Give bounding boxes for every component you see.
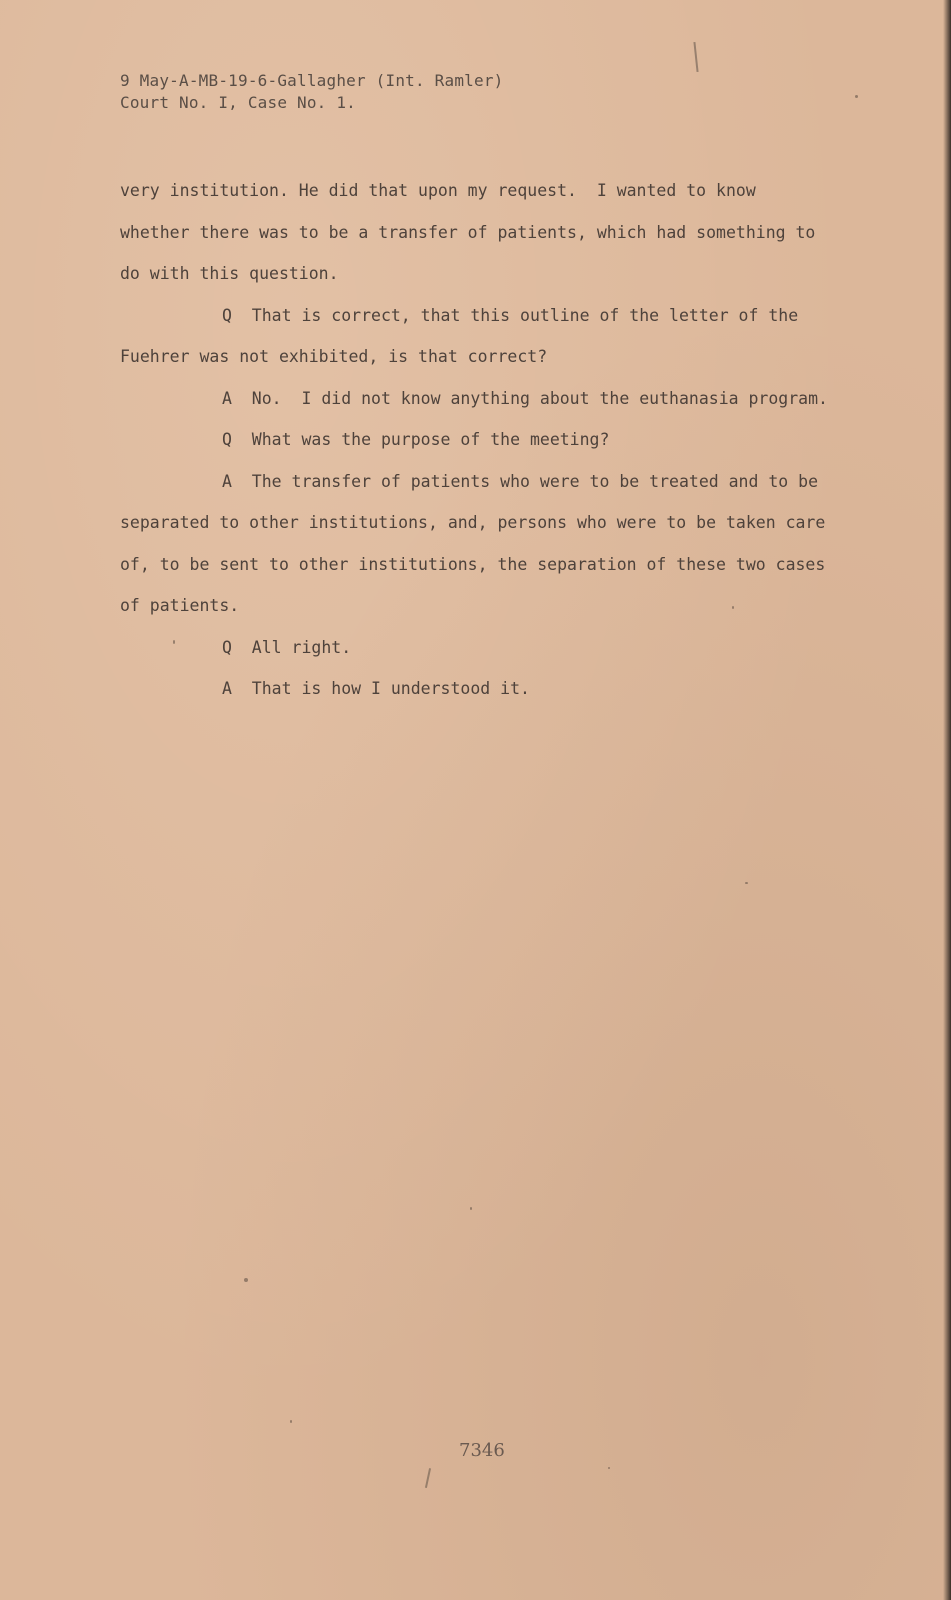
answer-line: A The transfer of patients who were to be treated and to be (222, 471, 819, 491)
question-line: Q All right. (222, 637, 352, 657)
answer-line: A That is how I understood it. (222, 679, 530, 698)
paper-speck (608, 1467, 610, 1469)
paper-mark (425, 1468, 431, 1488)
paper-mark (693, 42, 698, 72)
header-line-session: 9 May-A-MB-19-6-Gallagher (Int. Ramler) (120, 71, 504, 90)
header-line-court: Court No. I, Case No. 1. (120, 93, 356, 112)
paper-speck (732, 606, 734, 609)
paper-speck (855, 95, 858, 98)
transcript-line: very institution. He did that upon my request. I wanted to know (120, 181, 756, 200)
page-number: 7346 (459, 1440, 505, 1461)
paper-speck (290, 1420, 292, 1423)
document-header (120, 70, 503, 114)
transcript-body (120, 170, 850, 710)
paper-speck (173, 640, 175, 644)
question-line: Q That is correct, that this outline of the letter of the (222, 305, 799, 325)
transcript-line: whether there was to be a transfer of patients, which had something to (120, 222, 816, 242)
paper-speck (244, 1278, 248, 1282)
transcript-line: do with this question. (120, 264, 339, 283)
page-edge-shadow (943, 0, 951, 1600)
transcript-line: of patients. (120, 596, 240, 615)
question-line: Q What was the purpose of the meeting? (222, 430, 610, 449)
answer-line: A No. I did not know anything about the euthanasia program. (222, 388, 828, 408)
paper-speck (470, 1207, 472, 1210)
transcript-line: separated to other institutions, and, persons who were to be taken care (120, 513, 826, 532)
transcript-line: of, to be sent to other institutions, the separation of these two cases (120, 554, 826, 574)
paper-speck (745, 882, 748, 884)
transcript-line: Fuehrer was not exhibited, is that correct? (120, 347, 548, 366)
